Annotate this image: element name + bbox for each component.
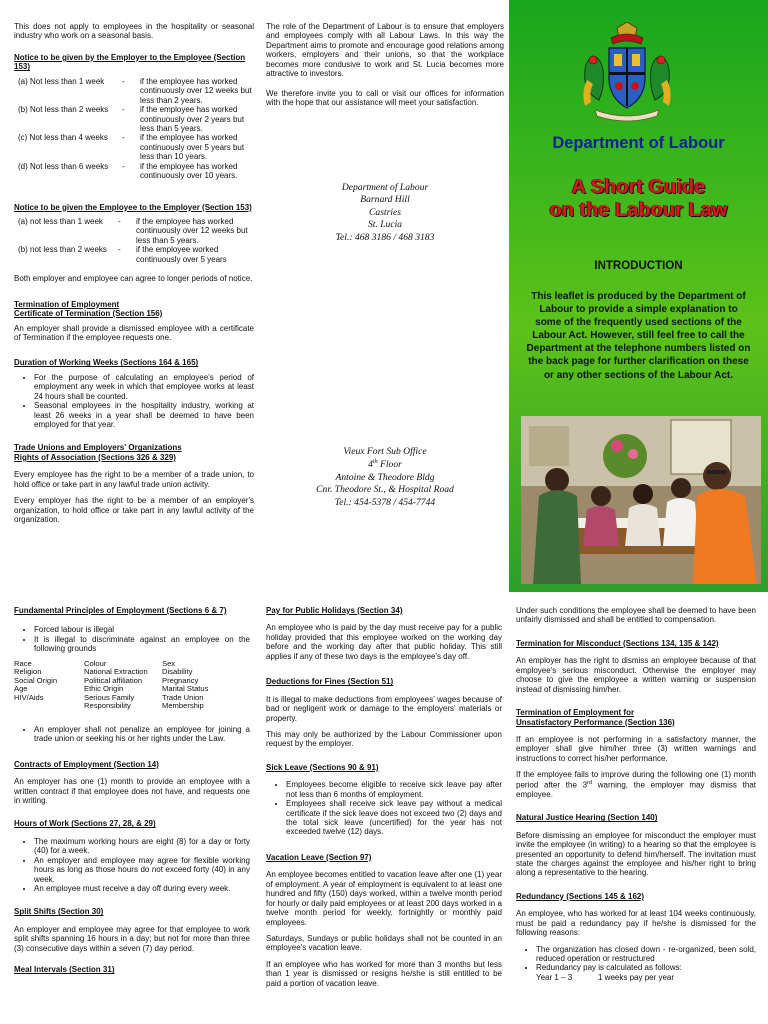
termination-text: An employer shall provide a dismissed employee with a certificate of Termination if the employee requests one. <box>14 323 254 342</box>
performance-dismissal-text <box>516 770 756 799</box>
ground-item: Pregnancy <box>162 675 199 685</box>
hours-list <box>14 837 250 894</box>
ground-item: Race <box>14 658 32 668</box>
list-item: • It is illegal to discriminate against an employee on the following grounds <box>34 635 250 654</box>
notice-dash: - <box>122 133 125 143</box>
list-item: • The organization has closed down - re-organized, been sold, reduced operation or restructured <box>536 945 756 964</box>
ground-item: Trade Union <box>162 692 204 702</box>
notice-row <box>14 162 254 181</box>
notice-period: (b) Not less than 2 weeks <box>18 105 109 115</box>
heading-misconduct: Termination for Misconduct (Sections 134, 135 & 142) <box>516 638 719 648</box>
ground-item: Religion <box>14 667 42 677</box>
address-line: Department of Labour <box>341 181 429 193</box>
heading-deductions: Deductions for Fines (Section 51) <box>266 677 394 687</box>
invitation-text: We therefore invite you to call or visit our offices for information with the hope that our assistance will meet your satisfaction. <box>266 88 504 108</box>
ground-item <box>14 702 84 711</box>
notice-row <box>14 77 254 105</box>
ground-item: Responsibility <box>84 701 131 711</box>
vieux-fort-address <box>266 446 504 509</box>
notice-condition: if the employee has worked continuously over 12 weeks but less than 5 years. <box>136 217 248 245</box>
address-line: Cnr. Theodore St., & Hospital Road <box>316 484 454 496</box>
notice-dash: - <box>118 245 121 255</box>
list-item: • Seasonal employees in the hospitality industry, working at least 26 weeks in a year shall be deemed to have been employed for that year. <box>34 401 254 429</box>
text-part: If the employee fails to improve during the following one (1) month period after the 3 <box>516 770 756 790</box>
ground-item: HIV/Aids <box>14 692 44 702</box>
natural-justice-text: Before dismissing an employee for misconduct the employer must invite the employee (in writing) to a hearing so that the employee is presented an opportunity to defend him/herself. The invitation must state the charges against the employee and his/her right to bring along a representative to the hearing. <box>516 830 756 878</box>
floor-word: Floor <box>377 458 402 470</box>
ground-item: Age <box>14 684 28 694</box>
vacation-weekends: Saturdays, Sundays or public holidays shall not be counted in an employee's vacation leave. <box>266 933 502 953</box>
ground-item: Disability <box>162 667 193 677</box>
heading-trade-unions: Trade Unions and Employers' Organizations <box>14 443 182 453</box>
notice-period: (a) not less than 1 week <box>18 217 103 226</box>
longer-notice-note: Both employer and employee can agree to longer periods of notice. <box>14 274 253 284</box>
unfair-dismissal-text: Under such conditions the employee shall be deemed to have been unfairly dismissed and shall be entitled to compensation. <box>516 606 756 625</box>
vacation-portion: If an employee who has worked for more than 3 months but less than 1 year is dismissed or resigns he/she is still entitled to be paid a portion of vacation leave. <box>266 959 502 988</box>
department-title: Department of Labour <box>552 134 725 152</box>
notice-dash: - <box>122 105 125 115</box>
list-item: • An employer shall not penalize an employee for joining a trade union or seeking his or her rights under the Law. <box>34 725 250 744</box>
heading-duration: Duration of Working Weeks (Sections 164 & 165) <box>14 358 199 368</box>
redundancy-calc-row <box>516 973 756 982</box>
address-phone: Tel.: 454-5378 / 454-7744 <box>334 496 436 508</box>
castries-address <box>266 182 504 245</box>
hospitality-note: This does not apply to employees in the hospitality or seasonal industry who work on a seasonal basis. <box>14 22 254 41</box>
heading-certificate: Certificate of Termination (Section 156) <box>14 309 163 319</box>
calc-years: Year 1 – 3 <box>536 972 573 982</box>
heading-contracts: Contracts of Employment (Section 14) <box>14 759 159 769</box>
panel-pay-leave <box>266 606 502 1024</box>
heading-vacation-leave: Vacation Leave (Section 97) <box>266 852 372 862</box>
list-item: • An employer and employee may agree for flexible working hours as long as those hours do not exceed forty (40) in any week. <box>34 856 250 884</box>
introduction-heading: INTRODUCTION <box>594 260 683 272</box>
notice-employer-list <box>14 77 254 181</box>
ground-item: Ethic Origin <box>84 684 124 694</box>
heading-notice-employer: Notice to be given by the Employer to the Employee (Section 153) <box>14 52 246 72</box>
notice-row <box>14 245 254 264</box>
notice-period: (d) Not less than 6 weeks <box>18 161 109 171</box>
notice-row <box>14 105 254 133</box>
cover-panel <box>509 0 768 592</box>
heading-public-holidays: Pay for Public Holidays (Section 34) <box>266 606 403 615</box>
redundancy-text: An employee, who has worked for at least 104 weeks continuously, must be paid a redundancy pay if he/she is dismissed for the following reasons: <box>516 909 756 938</box>
notice-condition: if the employee has worked continuously over 10 years. <box>140 161 238 181</box>
ordinal-suffix: rd <box>587 779 593 786</box>
meeting-photo <box>521 416 761 584</box>
principles-list <box>14 625 250 653</box>
heading-split-shifts: Split Shifts (Section 30) <box>14 907 104 917</box>
split-shifts-text: An employer and employee may agree for that employee to work split shifts spanning 16 hours in a day; but not for more than three (3) consecutive days within a seven (7) day period. <box>14 924 250 953</box>
notice-condition: if the employee has worked continuously over 2 years but less than 5 years. <box>140 105 245 133</box>
list-item: • An employee must receive a day off during every week. <box>34 884 250 893</box>
notice-dash: - <box>118 217 121 226</box>
panel-about-department <box>266 22 504 590</box>
sick-leave-list <box>266 780 502 837</box>
discrimination-grounds <box>14 660 250 711</box>
redundancy-list <box>516 945 756 973</box>
list-item: • For the purpose of calculating an employee's period of employment any week in which that employee works at least 24 hours shall be counted. <box>34 373 254 401</box>
notice-row <box>14 133 254 161</box>
ground-item: Political affiliation <box>84 675 143 685</box>
union-text-employer: Every employer has the right to be a member of an employer's organization, to hold office or take part in any lawful activity of the organization. <box>14 496 254 525</box>
coat-of-arms-icon <box>573 22 681 122</box>
ground-item: Serious Family <box>84 692 135 702</box>
notice-dash: - <box>122 76 125 86</box>
list-item: • Employees become eligible to receive sick leave pay after not less than 6 months of employment. <box>286 780 502 799</box>
ground-item: Social Origin <box>14 675 58 685</box>
address-line: St. Lucia <box>367 219 403 231</box>
union-text-employee: Every employee has the right to be a member of a trade union, to hold office or take part in any lawful trade union activity. <box>14 470 254 489</box>
address-phone: Tel.: 468 3186 / 468 3183 <box>335 232 435 244</box>
notice-period: (c) Not less than 4 weeks <box>18 133 108 143</box>
performance-warnings-text: If an employee is not performing in a satisfactory manner, the employer shall give him/her three (3) written warnings and instructions to correct his/her performance. <box>516 734 756 763</box>
floor-number: 4 <box>368 458 373 470</box>
contracts-text: An employer has one (1) month to provide an employee with a written contract if that employee does not have, and requests one in writing. <box>14 777 250 805</box>
heading-termination-performance: Termination of Employment for <box>516 708 635 718</box>
notice-condition: if the employee worked continuously over 5 years <box>136 245 227 264</box>
vacation-text: An employee becomes entitled to vacation leave after one (1) year of employment. A year of employment is equivalent to at least one hundred and fifty (150) days worked, within a twelve month period for hourly or daily paid employees or at least 200 days worked in a twelve month period for weekly, fortnightly or monthly paid employees. <box>266 870 502 927</box>
calc-pay: 1 weeks pay per year <box>598 972 675 982</box>
ground-item: Marital Status <box>162 684 209 694</box>
heading-notice-employee: Notice to be given the Employee to the Employer (Section 153) <box>14 202 252 212</box>
notice-condition: if the employee has worked continuously over 5 years but less than 10 years. <box>140 133 245 162</box>
deductions-text: It is illegal to make deductions from employees' wages because of bad or negligent work or damage to the employers' materials or property. <box>266 694 502 723</box>
heading-unsatisfactory: Unsatisfactory Performance (Section 136) <box>516 717 675 727</box>
address-line <box>266 459 504 472</box>
heading-termination: Termination of Employment <box>14 299 120 309</box>
list-item: • Forced labour is illegal <box>34 625 250 634</box>
principles-list-2 <box>14 725 250 744</box>
ground-item: Sex <box>162 658 176 668</box>
address-line: Vieux Fort Sub Office <box>343 446 427 457</box>
ground-item: National Extraction <box>84 667 148 677</box>
public-holidays-text: An employee who is paid by the day must receive pay for a public holiday provided that this employee worked on the working day before and the working day after that public holiday. This still applies if any of these two days is the employee's day off. <box>266 623 502 661</box>
heading-redundancy: Redundancy (Sections 145 & 162) <box>516 891 645 901</box>
heading-meal-intervals: Meal Intervals (Section 31) <box>14 965 115 975</box>
introduction-text: This leaflet is produced by the Department of Labour to provide a simple explanation to some of the frequently used sections of the Labour Act. However, still feel free to call the Department at the telephone numbers listed on the back page for further clarification on these or any other sections of the Labour Act. <box>526 291 751 381</box>
floor-suffix: th <box>372 458 378 465</box>
notice-period: (a) Not less than 1 week <box>18 76 105 86</box>
duration-list <box>14 373 254 430</box>
list-item: • The maximum working hours are eight (8) for a day or forty (40) for a week. <box>34 837 250 856</box>
text-part: warning, the employer may dismiss that employee. <box>516 780 756 799</box>
notice-employee-list <box>14 217 254 264</box>
notice-dash: - <box>122 161 125 171</box>
notice-period: (b) not less than 2 weeks <box>18 245 107 255</box>
ground-item: Colour <box>84 658 107 668</box>
panel-termination <box>516 606 756 1024</box>
heading-natural-justice: Natural Justice Hearing (Section 140) <box>516 813 658 823</box>
guide-title <box>509 176 768 222</box>
deductions-authorization: This may only be authorized by the Labour Commissioner upon request by the employer. <box>266 729 502 749</box>
heading-sick-leave: Sick Leave (Sections 90 & 91) <box>266 762 379 772</box>
address-line: Barnard Hill <box>360 194 410 206</box>
misconduct-text: An employer has the right to dismiss an employee because of that employee's serious misconduct. Otherwise the employer may choose to give the employee a written warning or suspension instead of dismissing him/her. <box>516 656 756 694</box>
notice-row <box>14 217 254 245</box>
notice-condition: if the employee has worked continuously over 12 weeks but less than 2 years. <box>140 76 252 105</box>
panel-principles <box>14 606 250 1024</box>
guide-title-line: A Short Guide <box>571 176 706 198</box>
list-item: • Redundancy pay is calculated as follows: <box>536 963 756 972</box>
panel-notice <box>14 22 254 590</box>
ground-item: Membership <box>162 701 204 711</box>
address-line: Antoine & Theodore Bldg <box>335 471 435 483</box>
list-item: • Employees shall receive sick leave pay without a medical certificate if the sick leave does not exceed two (2) days and the total sick leave (uncertified) for the year has not exceeded twelve (12) days. <box>286 799 502 837</box>
heading-hours: Hours of Work (Sections 27, 28, & 29) <box>14 819 156 829</box>
guide-title-line: on the Labour Law <box>549 198 728 221</box>
heading-rights-association: Rights of Association (Sections 326 & 329) <box>14 452 176 462</box>
heading-principles: Fundamental Principles of Employment (Sections 6 & 7) <box>14 606 227 615</box>
address-line: Castries <box>369 206 401 218</box>
department-role-text: The role of the Department of Labour is to ensure that employers and employees comply with all Labour Laws. In this way the Department aims to promote and encourage good relations among workers, employers and their unions, so that the workplace becomes more condusive to work and St. Lucia becomes more attractive to investors. <box>266 22 504 79</box>
